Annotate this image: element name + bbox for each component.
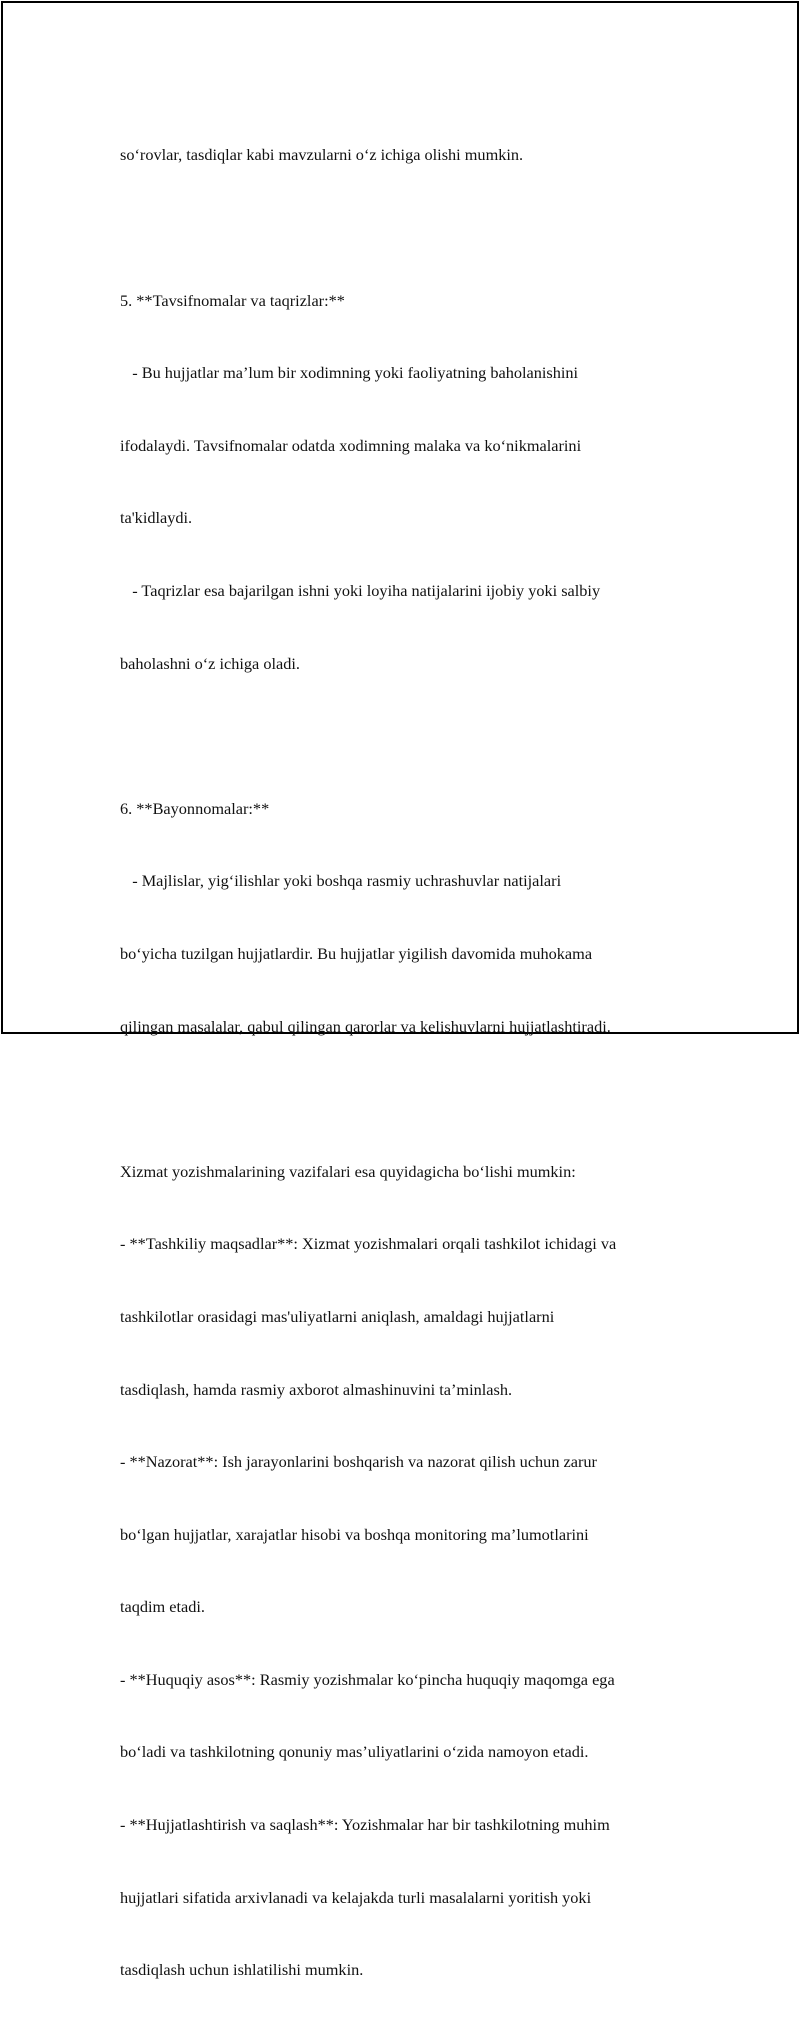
text-line: tasdiqlash uchun ishlatilishi mumkin. (120, 1960, 364, 1980)
text-line: taqdim etadi. (120, 1597, 205, 1617)
text-line: qilingan masalalar, qabul qilingan qarorlar va kelishuvlarni hujjatlashtiradi. (120, 1016, 611, 1036)
text-line: tasdiqlash, hamda rasmiy axborot almashinuvini ta’minlash. (120, 1379, 513, 1399)
text-line: - Taqrizlar esa bajarilgan ishni yoki loyiha natijalarini ijobiy yoki salbiy (120, 580, 601, 600)
document-body (120, 95, 700, 2031)
text-line: bo‘lgan hujjatlar, xarajatlar hisobi va boshqa monitoring ma’lumotlarini (120, 1524, 589, 1544)
text-line: bo‘ladi va tashkilotning qonuniy mas’uliyatlarini o‘zida namoyon etadi. (120, 1742, 589, 1762)
blank-line (120, 724, 700, 748)
text-line: baholashni o‘z ichiga oladi. (120, 653, 300, 673)
text-line: ta'kidlaydi. (120, 508, 193, 528)
blank-line (120, 1087, 700, 1111)
section-heading-5: 5. **Tavsifnomalar va taqrizlar:** (120, 290, 345, 310)
section-heading-6: 6. **Bayonnomalar:** (120, 798, 270, 818)
text-line: so‘rovlar, tasdiqlar kabi mavzularni o‘z ichiga olishi mumkin. (120, 145, 524, 165)
blank-line (120, 216, 700, 240)
functions-intro: Xizmat yozishmalarining vazifalari esa quyidagicha bo‘lishi mumkin: (120, 1161, 576, 1181)
page-frame (1, 1, 799, 1980)
list-item-tashkiliy: - **Tashkiliy maqsadlar**: Xizmat yozishmalari orqali tashkilot ichidagi va (120, 1234, 617, 1254)
list-item-nazorat: - **Nazorat**: Ish jarayonlarini boshqarish va nazorat qilish uchun zarur (120, 1452, 597, 1472)
text-line: bo‘yicha tuzilgan hujjatlardir. Bu hujjatlar yigilish davomida muhokama (120, 943, 593, 963)
text-line: tashkilotlar orasidagi mas'uliyatlarni aniqlash, amaldagi hujjatlarni (120, 1306, 555, 1326)
text-line: - Majlislar, yig‘ilishlar yoki boshqa rasmiy uchrashuvlar natijalari (120, 871, 562, 891)
text-line: ifodalaydi. Tavsifnomalar odatda xodimning malaka va ko‘nikmalarini (120, 435, 582, 455)
text-line: - Bu hujjatlar ma’lum bir xodimning yoki faoliyatning baholanishini (120, 363, 579, 383)
list-item-huquqiy: - **Huquqiy asos**: Rasmiy yozishmalar ko‘pincha huquqiy maqomga ega (120, 1669, 615, 1689)
text-line: hujjatlari sifatida arxivlanadi va kelajakda turli masalalarni yoritish yoki (120, 1887, 592, 1907)
list-item-hujjatlashtirish: - **Hujjatlashtirish va saqlash**: Yozishmalar har bir tashkilotning muhim (120, 1815, 610, 1835)
